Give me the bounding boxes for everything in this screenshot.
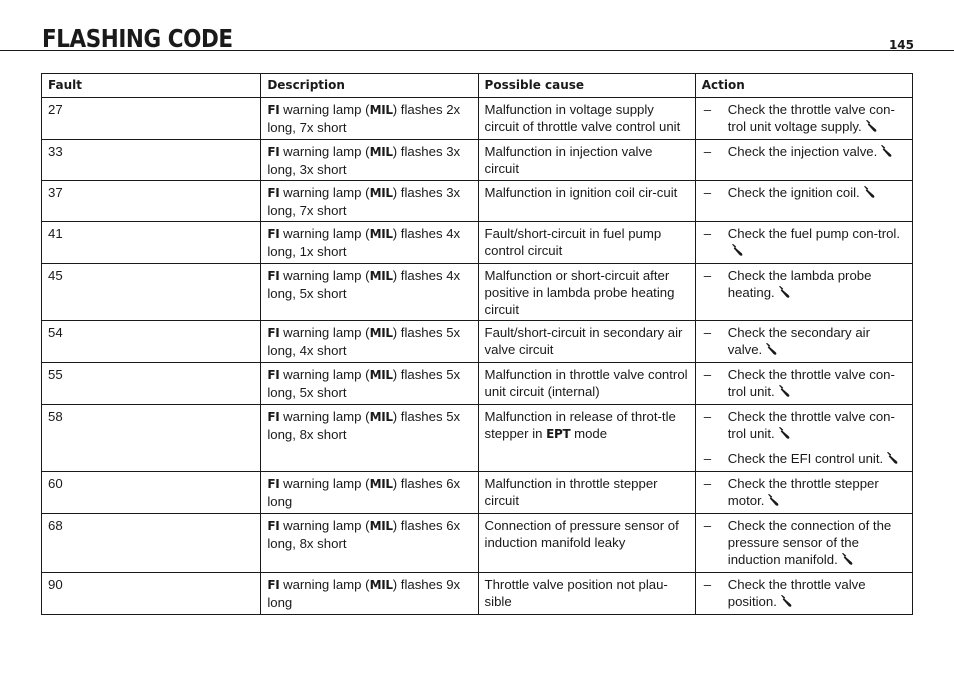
- fault-code-cell: 37: [42, 181, 261, 222]
- header-rule: [0, 50, 954, 51]
- page-number: 145: [888, 38, 914, 52]
- description-post: ) flashes 3x long, 3x short: [267, 144, 461, 177]
- description-cell: [261, 573, 478, 615]
- fi-label: FI: [267, 186, 280, 200]
- mil-label: MIL: [369, 368, 393, 382]
- action-text: Check the fuel pump con-trol.: [727, 226, 901, 241]
- cause-bold-term: EPT: [546, 427, 571, 441]
- description-pre: warning lamp (: [283, 518, 370, 533]
- wrench-icon: [862, 186, 875, 203]
- action-text-wrap: [728, 324, 906, 360]
- action-item: [702, 143, 906, 162]
- mil-label: MIL: [369, 227, 393, 241]
- cause-text: Connection of pressure sensor of induction manifold leaky: [484, 518, 679, 550]
- description-post: ) flashes 3x long, 7x short: [267, 185, 461, 218]
- description-pre: warning lamp (: [283, 185, 370, 200]
- description-cell: [261, 321, 478, 363]
- description-cell: [261, 363, 478, 405]
- action-text-wrap: [728, 576, 906, 612]
- action-dash: –: [703, 451, 712, 466]
- action-cell: [695, 472, 912, 514]
- description-post: ) flashes 9x long: [267, 577, 461, 610]
- description-pre: warning lamp (: [283, 102, 370, 117]
- action-text: Check the throttle valve position.: [727, 577, 866, 609]
- table-row: [42, 514, 913, 573]
- action-item: [702, 101, 906, 137]
- table-row: [42, 140, 913, 181]
- mil-label: MIL: [369, 410, 393, 424]
- cause-text: Malfunction in ignition coil cir-cuit: [484, 185, 678, 200]
- cause-text: Malfunction in injection valve circuit: [484, 144, 653, 176]
- action-dash: –: [703, 409, 712, 424]
- mil-label: MIL: [369, 269, 393, 283]
- action-text-wrap: [728, 225, 906, 261]
- cause-text: Fault/short-circuit in secondary air valve circuit: [484, 325, 683, 357]
- action-dash: –: [703, 325, 712, 340]
- action-text: Check the throttle valve con-trol unit.: [727, 409, 895, 441]
- action-text: Check the throttle valve con-trol unit voltage supply.: [727, 102, 895, 134]
- fi-label: FI: [267, 269, 280, 283]
- wrench-icon: [840, 553, 853, 570]
- action-text: Check the EFI control unit.: [727, 451, 884, 466]
- cause-text: Malfunction in throttle valve control unit circuit (internal): [484, 367, 688, 399]
- description-cell: [261, 98, 478, 140]
- description-cell: [261, 181, 478, 222]
- cause-text: Malfunction in release of throt-tle stepper in: [484, 409, 676, 441]
- action-item: [702, 475, 906, 511]
- description-pre: warning lamp (: [283, 476, 370, 491]
- action-text-wrap: [728, 267, 906, 303]
- action-cell: [695, 264, 912, 321]
- action-dash: –: [703, 102, 712, 117]
- possible-cause-cell: [478, 264, 695, 321]
- action-dash: –: [703, 577, 712, 592]
- description-cell: [261, 405, 478, 472]
- action-text-wrap: [728, 366, 906, 402]
- table-row: [42, 472, 913, 514]
- action-dash: –: [703, 144, 712, 159]
- action-text: Check the lambda probe heating.: [727, 268, 872, 300]
- fault-code-cell: 33: [42, 140, 261, 181]
- possible-cause-cell: [478, 514, 695, 573]
- description-pre: warning lamp (: [283, 144, 370, 159]
- fi-label: FI: [267, 145, 280, 159]
- cause-text: Throttle valve position not plau-sible: [484, 577, 668, 609]
- action-dash: –: [703, 226, 712, 241]
- action-dash: –: [703, 518, 712, 533]
- action-text-wrap: [728, 184, 906, 203]
- wrench-icon: [764, 343, 777, 360]
- action-text-wrap: [728, 475, 906, 511]
- action-item: [702, 225, 906, 261]
- header-fault: Fault: [42, 74, 261, 98]
- table-row: [42, 321, 913, 363]
- table-row: [42, 573, 913, 615]
- wrench-icon: [879, 145, 892, 162]
- fi-label: FI: [267, 519, 280, 533]
- description-post: ) flashes 4x long, 1x short: [267, 226, 461, 259]
- fault-code-cell: 27: [42, 98, 261, 140]
- cause-text: Malfunction or short-circuit after positive in lambda probe heating circuit: [484, 268, 675, 317]
- fault-code-cell: 45: [42, 264, 261, 321]
- wrench-icon: [777, 286, 790, 303]
- description-pre: warning lamp (: [283, 577, 370, 592]
- action-item: [702, 267, 906, 303]
- description-cell: [261, 514, 478, 573]
- action-cell: [695, 98, 912, 140]
- action-cell: [695, 181, 912, 222]
- possible-cause-cell: [478, 573, 695, 615]
- wrench-icon: [864, 120, 877, 137]
- action-dash: –: [703, 476, 712, 491]
- action-text-wrap: [728, 143, 906, 162]
- wrench-icon: [766, 494, 779, 511]
- possible-cause-cell: [478, 321, 695, 363]
- fault-code-cell: 60: [42, 472, 261, 514]
- cause-text: Fault/short-circuit in fuel pump control circuit: [484, 226, 662, 258]
- mil-label: MIL: [369, 145, 393, 159]
- description-post: ) flashes 5x long, 4x short: [267, 325, 461, 358]
- action-text-wrap: [728, 450, 906, 469]
- mil-label: MIL: [369, 103, 393, 117]
- possible-cause-cell: [478, 405, 695, 472]
- fi-label: FI: [267, 103, 280, 117]
- table-row: [42, 98, 913, 140]
- mil-label: MIL: [369, 186, 393, 200]
- action-item: [702, 517, 906, 570]
- description-cell: [261, 140, 478, 181]
- action-dash: –: [703, 185, 712, 200]
- action-item: [702, 324, 906, 360]
- action-cell: [695, 514, 912, 573]
- action-text: Check the throttle stepper motor.: [727, 476, 879, 508]
- action-dash: –: [703, 367, 712, 382]
- possible-cause-cell: [478, 98, 695, 140]
- wrench-icon: [777, 385, 790, 402]
- possible-cause-cell: [478, 363, 695, 405]
- action-item: [702, 184, 906, 203]
- description-pre: warning lamp (: [283, 409, 370, 424]
- fi-label: FI: [267, 578, 280, 592]
- table-row: [42, 181, 913, 222]
- action-item: [702, 408, 906, 444]
- wrench-icon: [730, 244, 743, 261]
- action-cell: [695, 363, 912, 405]
- fault-code-cell: 58: [42, 405, 261, 472]
- fault-code-cell: 41: [42, 222, 261, 264]
- table-row: [42, 405, 913, 472]
- table-header-row: [42, 74, 913, 98]
- action-item: [702, 450, 906, 469]
- header-possible-cause: Possible cause: [478, 74, 695, 98]
- cause-suffix: mode: [574, 426, 608, 441]
- description-post: ) flashes 4x long, 5x short: [267, 268, 461, 301]
- description-pre: warning lamp (: [283, 226, 370, 241]
- cause-text: Malfunction in throttle stepper circuit: [484, 476, 658, 508]
- action-text-wrap: [728, 408, 906, 444]
- action-cell: [695, 405, 912, 472]
- description-post: ) flashes 5x long, 5x short: [267, 367, 461, 400]
- description-post: ) flashes 6x long, 8x short: [267, 518, 461, 551]
- action-text-wrap: [728, 517, 906, 570]
- action-text: Check the connection of the pressure sensor of the induction manifold.: [727, 518, 892, 567]
- action-text-wrap: [728, 101, 906, 137]
- fi-label: FI: [267, 227, 280, 241]
- fi-label: FI: [267, 477, 280, 491]
- table-row: [42, 363, 913, 405]
- header-description: Description: [261, 74, 478, 98]
- action-dash: –: [703, 268, 712, 283]
- description-pre: warning lamp (: [283, 367, 370, 382]
- description-cell: [261, 222, 478, 264]
- cause-text: Malfunction in voltage supply circuit of throttle valve control unit: [484, 102, 681, 134]
- action-item: [702, 366, 906, 402]
- table-row: [42, 264, 913, 321]
- possible-cause-cell: [478, 222, 695, 264]
- description-post: ) flashes 2x long, 7x short: [267, 102, 461, 135]
- action-cell: [695, 222, 912, 264]
- action-item: [702, 576, 906, 612]
- description-pre: warning lamp (: [283, 268, 370, 283]
- fault-code-cell: 55: [42, 363, 261, 405]
- mil-label: MIL: [369, 519, 393, 533]
- action-cell: [695, 140, 912, 181]
- fi-label: FI: [267, 326, 280, 340]
- fault-code-cell: 54: [42, 321, 261, 363]
- possible-cause-cell: [478, 140, 695, 181]
- action-text: Check the throttle valve con-trol unit.: [727, 367, 895, 399]
- action-text: Check the injection valve.: [727, 144, 878, 159]
- mil-label: MIL: [369, 578, 393, 592]
- mil-label: MIL: [369, 477, 393, 491]
- mil-label: MIL: [369, 326, 393, 340]
- description-post: ) flashes 5x long, 8x short: [267, 409, 461, 442]
- description-cell: [261, 472, 478, 514]
- page-title: FLASHING CODE: [42, 24, 233, 53]
- action-text: Check the secondary air valve.: [727, 325, 870, 357]
- wrench-icon: [885, 452, 898, 469]
- fault-code-cell: 68: [42, 514, 261, 573]
- wrench-icon: [777, 427, 790, 444]
- fi-label: FI: [267, 410, 280, 424]
- action-text: Check the ignition coil.: [727, 185, 860, 200]
- description-pre: warning lamp (: [283, 325, 370, 340]
- table-row: [42, 222, 913, 264]
- description-cell: [261, 264, 478, 321]
- description-post: ) flashes 6x long: [267, 476, 461, 509]
- flashing-code-table: [41, 73, 913, 615]
- action-cell: [695, 321, 912, 363]
- header-action: Action: [695, 74, 912, 98]
- fault-code-cell: 90: [42, 573, 261, 615]
- fi-label: FI: [267, 368, 280, 382]
- possible-cause-cell: [478, 181, 695, 222]
- possible-cause-cell: [478, 472, 695, 514]
- wrench-icon: [779, 595, 792, 612]
- action-cell: [695, 573, 912, 615]
